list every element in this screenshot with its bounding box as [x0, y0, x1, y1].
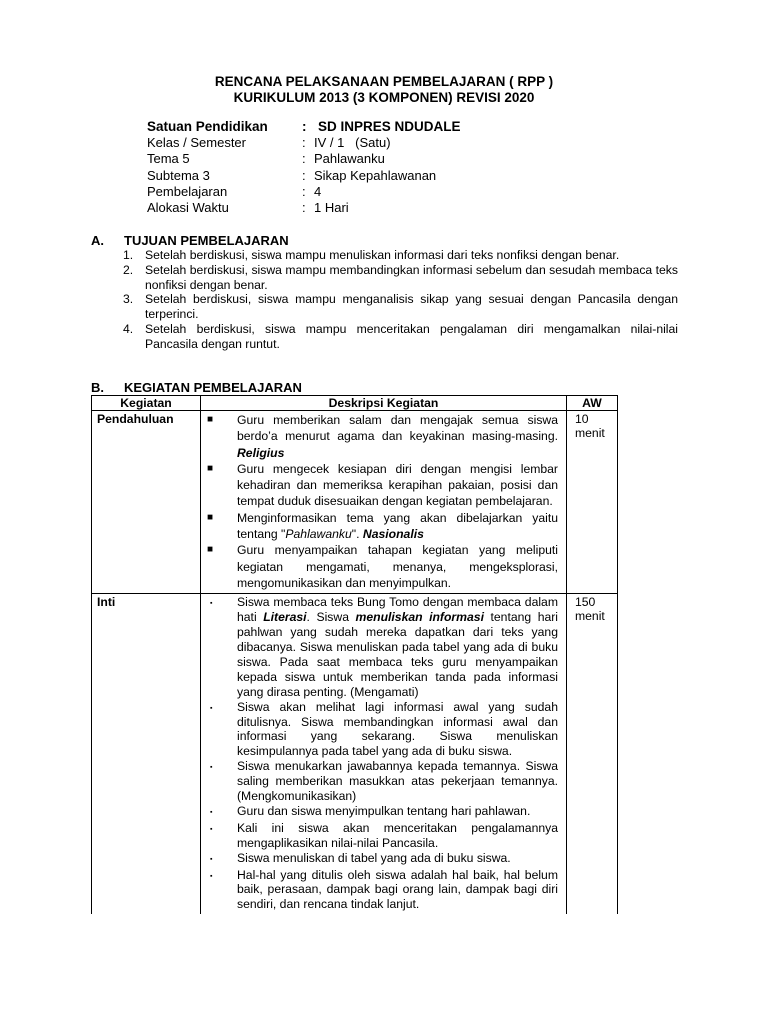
activity-name: Inti — [92, 594, 201, 914]
identity-row-pembelajaran — [147, 184, 461, 200]
list-item — [207, 804, 558, 821]
character-value: Religius — [237, 445, 285, 460]
activity-time: 10 menit — [575, 412, 605, 440]
item-text — [237, 412, 558, 461]
item-text: Guru menyampaikan tahapan kegiatan yang meliputi kegiatan mengamati, menanya, mengeksplorasi, mengomunikasikan dan menyimpulkan. — [237, 543, 558, 590]
identity-table — [147, 119, 461, 216]
character-value: Nasionalis — [362, 527, 424, 542]
list-item — [207, 821, 558, 851]
goal-text: Setelah berdiskusi, siswa mampu menceritakan pengalaman diri mengamalkan nilai-nilai Pancasila dengan runtut. — [145, 321, 678, 351]
small-square-bullet-icon: ▪ — [210, 764, 213, 772]
section-letter: A. — [91, 233, 104, 248]
list-item — [207, 759, 558, 804]
table-row-inti — [92, 594, 617, 914]
small-square-bullet-icon: ▪ — [210, 855, 213, 863]
square-bullet-icon: ■ — [207, 462, 214, 474]
goal-number: 4. — [123, 321, 134, 336]
small-square-bullet-icon: ▪ — [210, 808, 213, 816]
activity-time: 150 menit — [575, 595, 605, 624]
doc-title-line2: KURIKULUM 2013 (3 KOMPONEN) REVISI 2020 — [233, 90, 535, 105]
goal-text: Setelah berdiskusi, siswa mampu menganalisis sikap yang sesuai dengan Pancasila dengan terperinci. — [145, 292, 678, 322]
square-bullet-icon: ■ — [207, 414, 214, 425]
identity-label: Kelas / Semester — [147, 135, 246, 151]
list-item — [123, 263, 678, 293]
identity-colon: : — [302, 199, 306, 215]
list-item — [207, 851, 558, 868]
list-item — [207, 700, 558, 760]
identity-label: Satuan Pendidikan — [147, 119, 268, 134]
item-text — [237, 595, 558, 699]
square-bullet-icon: ■ — [207, 511, 214, 523]
identity-value: Sikap Kepahlawanan — [314, 167, 437, 183]
item-text: Siswa menuliskan di tabel yang ada di buku siswa. — [237, 850, 511, 865]
list-item — [123, 248, 678, 263]
identity-colon: : — [302, 167, 306, 183]
list-item — [123, 322, 678, 352]
identity-row-kelas — [147, 135, 461, 151]
activity-description — [201, 411, 567, 593]
identity-value: 1 Hari — [314, 199, 349, 215]
list-item — [207, 868, 558, 913]
list-item — [207, 595, 558, 699]
activity-description — [201, 594, 567, 914]
identity-value: SD INPRES NDUDALE — [318, 119, 461, 134]
item-text: Guru dan siswa menyimpulkan tentang hari pahlawan. — [237, 803, 531, 818]
goal-number: 1. — [123, 248, 134, 262]
identity-label: Tema 5 — [147, 151, 190, 167]
identity-colon: : — [302, 151, 306, 167]
small-square-bullet-icon: ▪ — [210, 600, 213, 608]
table-row-pendahuluan — [92, 411, 617, 594]
activities-table — [91, 395, 618, 914]
item-text: Hal-hal yang ditulis oleh siswa adalah hal baik, hal belum baik, perasaan, dampak bagi orang lain, dampak bagi diri sendiri, dan rencana tindak lanjut. — [237, 867, 558, 912]
identity-row-satuan — [147, 119, 461, 135]
square-bullet-icon: ■ — [207, 544, 214, 556]
character-value: Literasi — [263, 610, 307, 625]
item-text: Kali ini siswa akan menceritakan pengalamannya mengaplikasikan nilai-nilai Pancasila. — [237, 820, 558, 850]
identity-label: Subtema 3 — [147, 167, 210, 183]
section-title: TUJUAN PEMBELAJARAN — [124, 233, 289, 248]
list-item — [207, 412, 558, 461]
item-text: Siswa menukarkan jawabannya kepada temannya. Siswa saling memberikan masukkan atas pekerjaan temannya. (Mengkomunikasikan) — [237, 759, 558, 804]
theme-name: Pahlawanku — [285, 527, 352, 542]
identity-value: 4 — [314, 183, 322, 199]
item-text — [237, 510, 558, 543]
small-square-bullet-icon: ▪ — [210, 825, 213, 833]
identity-row-alokasi — [147, 200, 461, 216]
identity-value: Pahlawanku — [314, 151, 385, 167]
item-text-part: Menginformasikan tema yang akan dibelajarkan yaitu tentang " — [237, 510, 558, 542]
column-header-kegiatan: Kegiatan — [92, 396, 201, 410]
item-text-part: tentang hari pahlwan yang sudah mereka dapatkan dari teks yang dibacanya. Siswa menuliskan pada tabel yang ada di buku siswa. Pada saat membaca teks guru menyampaikan kepada siswa untuk memberikan tanda pada informasi yang dirasa penting. (Mengamati) — [237, 610, 559, 699]
column-header-aw: AW — [582, 396, 602, 410]
doc-title-line1: RENCANA PELAKSANAAN PEMBELAJARAN ( RPP ) — [214, 74, 554, 89]
item-text-part: ". — [351, 527, 363, 542]
list-item — [123, 292, 678, 322]
item-text: Siswa akan melihat lagi informasi awal yang sudah ditulisnya. Siswa membandingkan informasi awal dan informasi yang sekarang. Siswa menuliskan kesimpulannya pada tabel yang ada di buku siswa. — [237, 699, 558, 759]
item-text: Guru mengecek kesiapan diri dengan mengisi lembar kehadiran dan memeriksa kerapihan pakaian, posisi dan tempat duduk disesuaikan dengan kegiatan pembelajaran. — [237, 461, 558, 509]
identity-colon: : — [302, 135, 306, 151]
identity-row-tema — [147, 151, 461, 167]
list-item — [207, 542, 558, 591]
identity-colon: : — [302, 183, 306, 199]
identity-value: IV / 1 (Satu) — [314, 135, 391, 151]
emphasis-text: menuliskan informasi — [355, 610, 484, 625]
goal-number: 3. — [123, 292, 134, 307]
goal-number: 2. — [123, 262, 134, 277]
table-header-row — [92, 396, 617, 411]
small-square-bullet-icon: ▪ — [210, 704, 213, 712]
goal-text: Setelah berdiskusi, siswa mampu menuliskan informasi dari teks nonfiksi dengan benar. — [145, 248, 620, 262]
learning-goals-list — [123, 248, 678, 352]
section-title: KEGIATAN PEMBELAJARAN — [124, 380, 302, 395]
item-text-part: Guru memberikan salam dan mengajak semua siswa berdo’a menurut agama dan keyakinan masing-masing. — [237, 413, 558, 444]
identity-label: Pembelajaran — [147, 183, 228, 199]
section-letter: B. — [91, 380, 104, 395]
identity-row-subtema — [147, 168, 461, 184]
goal-text: Setelah berdiskusi, siswa mampu membandingkan informasi sebelum dan sesudah membaca teks nonfiksi dengan benar. — [145, 262, 678, 292]
list-item — [207, 510, 558, 543]
small-square-bullet-icon: ▪ — [210, 872, 213, 880]
column-header-deskripsi: Deskripsi Kegiatan — [201, 396, 567, 410]
identity-label: Alokasi Waktu — [147, 199, 229, 215]
item-text-part: Siswa membaca teks Bung Tomo dengan membaca dalam hati — [237, 595, 558, 625]
list-item — [207, 461, 558, 510]
identity-colon: : — [302, 119, 307, 134]
item-text-part: . Siswa — [306, 610, 356, 625]
activity-name: Pendahuluan — [92, 411, 201, 593]
